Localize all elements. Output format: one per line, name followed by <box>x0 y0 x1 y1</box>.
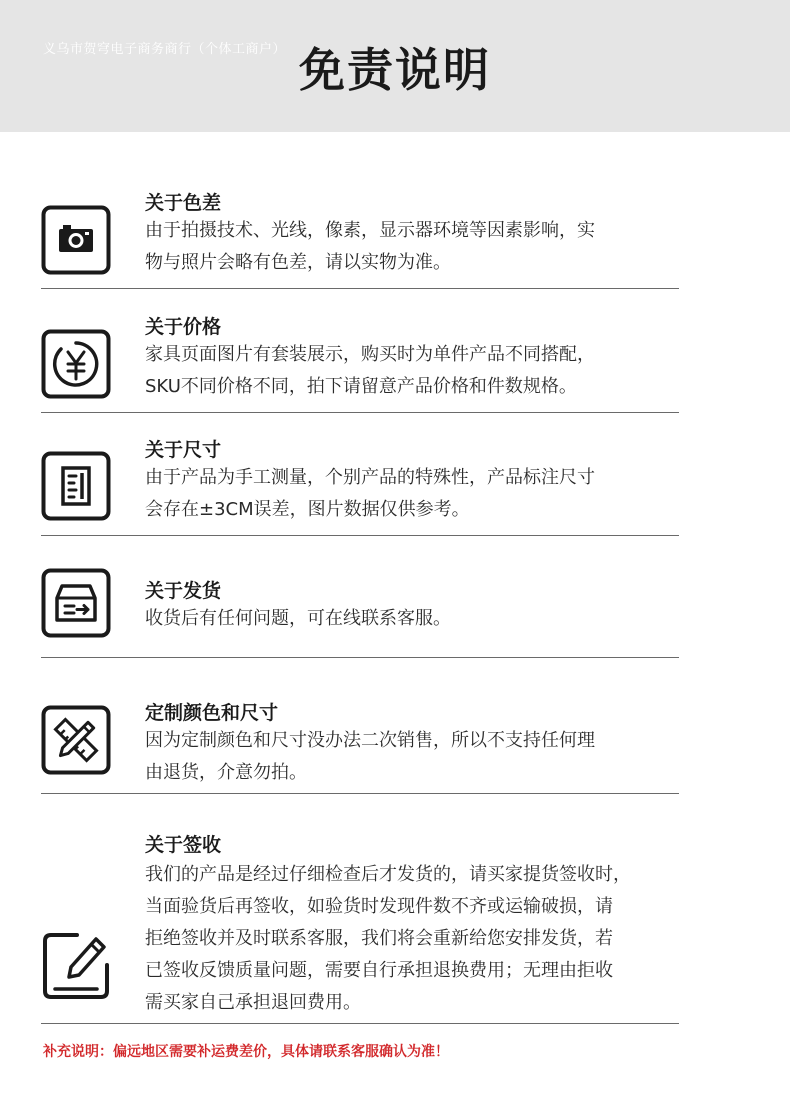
body-line: 会存在±3CM误差，图片数据仅供参考。 <box>145 499 470 520</box>
header-banner <box>0 0 790 132</box>
body-line: 由于产品为手工测量，个别产品的特殊性，产品标注尺寸 <box>145 467 595 488</box>
divider <box>41 288 679 289</box>
section-body <box>145 462 595 526</box>
section-body <box>145 725 595 789</box>
camera-icon <box>41 205 111 275</box>
body-line: 收货后有任何问题，可在线联系客服。 <box>145 608 451 629</box>
section-title: 关于发货 <box>145 580 222 602</box>
body-line: SKU不同价格不同，拍下请留意产品价格和件数规格。 <box>145 376 577 397</box>
section-title: 关于尺寸 <box>145 439 222 461</box>
section-body <box>145 603 451 635</box>
section-title: 关于色差 <box>145 192 222 214</box>
section-body <box>145 339 595 403</box>
body-line: 已签收反馈质量问题，需要自行承担退换费用；无理由拒收 <box>145 960 613 981</box>
page-title: 免责说明 <box>299 43 491 97</box>
body-line: 由退货，介意勿拍。 <box>145 762 307 783</box>
section-title: 关于签收 <box>145 834 222 856</box>
body-line: 由于拍摄技术、光线，像素，显示器环境等因素影响，实 <box>145 220 595 241</box>
ruler-icon <box>41 451 111 521</box>
yuan-icon <box>41 329 111 399</box>
supplementary-note: 补充说明：偏远地区需要补运费差价，具体请联系客服确认为准！ <box>43 1044 449 1060</box>
section-body <box>145 215 595 279</box>
divider <box>41 412 679 413</box>
body-line: 因为定制颜色和尺寸没办法二次销售，所以不支持任何理 <box>145 730 595 751</box>
body-line: 拒绝签收并及时联系客服，我们将会重新给您安排发货，若 <box>145 928 613 949</box>
divider <box>41 1023 679 1024</box>
sign-pen-icon <box>41 931 111 1001</box>
body-line: 我们的产品是经过仔细检查后才发货的，请买家提货签收时， <box>145 864 631 885</box>
divider <box>41 535 679 536</box>
section-title: 定制颜色和尺寸 <box>145 702 279 724</box>
store-watermark: 义乌市贺穹电子商务商行（个体工商户） <box>43 42 287 57</box>
body-line: 物与照片会略有色差，请以实物为准。 <box>145 252 451 273</box>
pencil-ruler-icon <box>41 705 111 775</box>
body-line: 当面验货后再签收，如验货时发现件数不齐或运输破损，请 <box>145 896 613 917</box>
section-body <box>145 859 631 1019</box>
section-title: 关于价格 <box>145 316 222 338</box>
divider <box>41 793 679 794</box>
body-line: 需买家自己承担退回费用。 <box>145 992 361 1013</box>
divider <box>41 657 679 658</box>
body-line: 家具页面图片有套装展示，购买时为单件产品不同搭配， <box>145 344 595 365</box>
delivery-box-icon <box>41 568 111 638</box>
